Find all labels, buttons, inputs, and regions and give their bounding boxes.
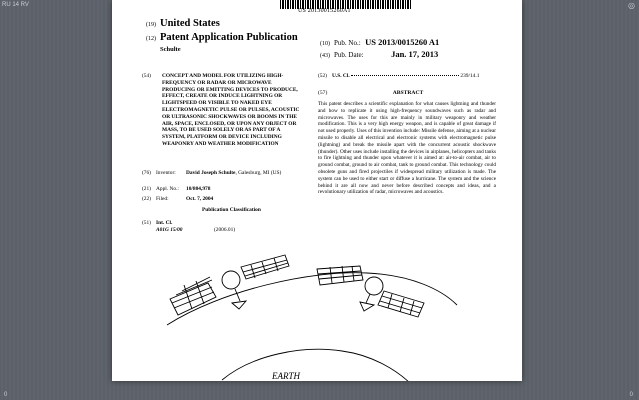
header-country-line	[146, 18, 220, 29]
field-label: Appl. No.:	[156, 186, 179, 192]
earth-outline	[222, 349, 412, 381]
header-doctype-line	[146, 32, 298, 43]
viewer-counter-left: 0	[4, 392, 8, 398]
pub-no-value: US 2013/0015260 A1	[365, 37, 440, 47]
pub-date-value: Jan. 17, 2013	[391, 49, 439, 59]
viewer-clock-icon[interactable]: ◎	[628, 1, 635, 10]
pub-class-heading: Publication Classification	[202, 207, 261, 213]
appl-number: 10/804,978	[186, 186, 211, 192]
inventor-location: , Galesburg, MI (US)	[235, 170, 282, 176]
inid-code: (22)	[142, 196, 151, 202]
abstract-heading-line	[318, 90, 498, 96]
patent-title: CONCEPT AND MODEL FOR UTILIZING HIGH-FREQUENCY OR RADAR OR MICROWAVE PRODUCING OR EMITTING DEVICES TO PRODUCE, EFFECT, CREATE OR INDUCE LIGHTNING OR LIGHTSPEED OR VISIBLE TO NAKED EYE ELECTROMAGNETIC PULSE OR PULSES, ACOUSTIC OR ULTRASONIC SHOCKWAVES OR BOOMS IN THE AIR, SPACE, ENCLOSED, OR UPON ANY OBJECT OR MASS, TO BE USED SOLELY OR AS PART OF A SYSTEM, PLATFORM OR DEVICE INCLUDING WEAPONRY AND WEATHER MODIFICATION	[162, 73, 300, 147]
inventor-name: David Joseph Schulte	[186, 170, 236, 176]
pub-number-line	[320, 37, 439, 47]
inid-code: (54)	[142, 73, 151, 79]
country-name: United States	[160, 18, 220, 29]
abstract-text: This patent describes a scientific explanation for what causes lightning and thunder and how to replicate it using high-frequency soundwaves such as radar and microwaves. The uses for this are mainly in military weaponry and weather modification. This is a very high energy weapon, and is capable of great damage if not used properly. Uses of this invention include: Missile defense, aiming at a nuclear missile to disable all electrical and electronic systems with electromagnetic pulse (lightning) and break the missile apart with the concurrent acoustic shockwave (thunder). Other uses include installing the devices in airplanes, helicopters and tanks to fire lightning and thunder upon whatever it is aimed at: air-to-air combat, air to ground combat, ground to air combat, tank to ground combat. This technology could obsolete guns and fired projectiles if widespread military utilization is made. The system can be used to either start or diffuse a hurricane. The system and the science behind it are all now and never before described concepts and ideas, and a revolutionary utilization of radar, microwaves and acoustics.	[318, 101, 496, 196]
satellite-body-left	[222, 271, 240, 289]
intcl-value	[156, 227, 235, 234]
intcl-year: (2006.01)	[214, 227, 236, 233]
inid-code: (10)	[320, 41, 330, 47]
inid-code: (19)	[146, 22, 156, 28]
doc-type: Patent Application Publication	[160, 32, 298, 43]
us-cl-line	[318, 73, 498, 79]
title-block	[142, 73, 304, 148]
satellite-body-right	[365, 277, 383, 295]
pub-date-label: Pub. Date:	[334, 51, 364, 59]
leader-dots	[351, 75, 459, 76]
pub-date-line	[320, 49, 438, 59]
inid-code: (52)	[318, 73, 327, 79]
intcl-class: A01G 15/00	[156, 227, 183, 233]
field-label: Filed:	[156, 196, 169, 202]
solar-panel-right-b	[378, 291, 424, 317]
filed-date: Oct. 7, 2004	[186, 196, 214, 202]
pub-no-label: Pub. No.:	[334, 39, 361, 47]
inid-code: (12)	[146, 36, 156, 42]
field-label: Int. Cl.	[156, 220, 173, 226]
patent-page	[112, 0, 522, 381]
appl-field	[142, 186, 210, 193]
abstract-heading: ABSTRACT	[392, 90, 424, 96]
inid-code: (76)	[142, 170, 151, 176]
inid-code: (51)	[142, 220, 151, 226]
satellite-left	[170, 255, 289, 315]
inid-code: (21)	[142, 186, 151, 192]
intcl-field	[142, 220, 172, 227]
inid-code: (43)	[320, 53, 330, 59]
viewer-counter-right: 0	[629, 392, 633, 398]
us-cl-label: U.S. Cl.	[332, 73, 350, 79]
field-label: Inventor:	[156, 170, 176, 176]
header-inventor: Schulte	[160, 46, 181, 53]
earth-label: EARTH	[272, 371, 300, 381]
barcode-number: US 20130015260A1	[298, 8, 351, 14]
viewer-status-text: RU 14 RV	[2, 2, 29, 8]
patent-drawing	[112, 245, 522, 381]
filed-field	[142, 196, 213, 203]
inid-code: (57)	[318, 90, 328, 96]
inventor-field	[142, 170, 281, 177]
us-cl-value: 239/14.1	[460, 73, 480, 79]
